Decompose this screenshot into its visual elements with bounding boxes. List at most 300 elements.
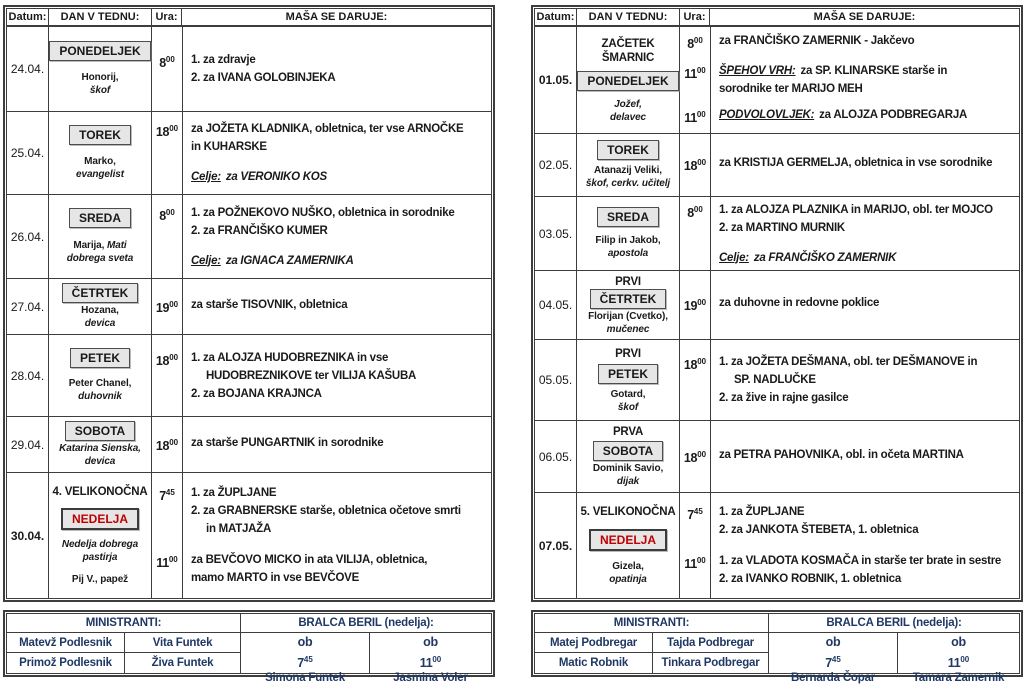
week-label xyxy=(602,37,655,65)
date-cell: 25.04. xyxy=(7,112,49,194)
entries-cell xyxy=(152,335,491,416)
mass-line xyxy=(719,249,1016,267)
day-line xyxy=(81,304,119,317)
text-run: za duhovne in redovne poklice xyxy=(719,297,880,310)
text-run: ŠPEHOV VRH: xyxy=(719,65,796,77)
day-name-box: NEDELJA xyxy=(61,508,139,530)
text-run: 5. VELIKONOČNA xyxy=(580,506,676,519)
text-run: Marija, xyxy=(73,239,108,251)
day-line xyxy=(581,505,676,519)
mass-time: $8^{00}$ xyxy=(159,55,175,71)
mass-intentions xyxy=(182,551,491,587)
day-cell xyxy=(49,279,152,334)
text-run: duhovnik xyxy=(78,391,122,403)
mass-time: $11^{00}$ xyxy=(684,66,706,82)
time-superscript: 45 xyxy=(303,655,313,664)
day-line xyxy=(69,390,132,403)
day-cell xyxy=(49,473,152,598)
schedule-row xyxy=(535,420,1019,492)
text-run: delavec xyxy=(610,111,646,123)
saint-name xyxy=(76,155,124,181)
mass-time: $11^{00}$ xyxy=(156,555,178,571)
text-run: ZAČETEK xyxy=(601,37,655,50)
text-run: mučenec xyxy=(606,323,650,335)
day-name-box: TOREK xyxy=(69,125,131,145)
mass-intentions xyxy=(710,62,1019,98)
saint-name xyxy=(69,377,132,403)
ministrant-name: Matevž Podlesnik xyxy=(7,633,125,653)
date-cell: 02.05. xyxy=(535,134,577,196)
text-run: 2. za IVANKO ROBNIK, 1. obletnica xyxy=(719,573,901,585)
mass-intentions xyxy=(710,552,1019,588)
mass-time: $18^{00}$ xyxy=(683,449,707,466)
entries-cell xyxy=(152,473,491,598)
mass-line xyxy=(191,367,488,385)
reader-slot xyxy=(898,633,1019,685)
reader-name: Tamara Zamernik xyxy=(912,672,1005,685)
time-superscript: 00 xyxy=(697,449,707,459)
day-name-box: PONEDELJEK xyxy=(577,71,678,91)
day-cell xyxy=(577,493,680,598)
time-superscript: 00 xyxy=(696,556,706,565)
day-line xyxy=(69,377,132,390)
day-cell xyxy=(49,335,152,416)
text-run: 2. za žive in rajne gasilce xyxy=(719,392,849,404)
mass-line xyxy=(191,551,488,569)
mass-time: $18^{00}$ xyxy=(155,437,179,454)
text-run: PRVI xyxy=(615,347,641,360)
saint-name xyxy=(609,560,647,586)
reader-time: ob $11^{00}$ xyxy=(419,635,442,671)
entries-cell xyxy=(680,197,1019,270)
reader-name: Jasmina Voler xyxy=(393,672,468,685)
text-run: za VERONIKO KOS xyxy=(225,171,327,183)
day-cell xyxy=(49,112,152,194)
day-line xyxy=(602,37,655,51)
text-run: škof xyxy=(89,85,111,97)
ministranti-title: MINISTRANTI: xyxy=(535,614,769,633)
day-line xyxy=(609,573,647,586)
mass-line xyxy=(191,138,488,156)
text-run: HUDOBREZNIKOVE ter VILIJA KAŠUBA xyxy=(206,369,417,382)
mass-line xyxy=(719,62,1016,80)
mass-entry xyxy=(152,434,491,455)
text-run: Pij V., papež xyxy=(71,574,129,586)
text-run: dijak xyxy=(616,475,640,487)
ministrant-name: Tinkara Podbregar xyxy=(653,653,769,673)
text-run: sorodnike ter MARIJO MEH xyxy=(719,83,863,95)
text-run: devica xyxy=(84,456,116,467)
mass-line xyxy=(719,552,1016,570)
text-run: dobrega sveta xyxy=(66,252,134,264)
day-cell xyxy=(577,340,680,420)
schedule-row xyxy=(535,133,1019,196)
mass-entry xyxy=(152,51,491,87)
mass-line xyxy=(191,502,488,520)
entries-cell xyxy=(680,271,1019,339)
time-superscript: 00 xyxy=(169,124,179,133)
mass-line xyxy=(191,484,488,502)
day-name-box: SREDA xyxy=(69,208,131,228)
text-run: opatinja xyxy=(609,573,647,585)
reader-slot xyxy=(769,633,898,685)
week-label xyxy=(615,347,641,361)
day-name-box: NEDELJA xyxy=(589,529,667,551)
date-cell: 29.04. xyxy=(7,417,49,472)
entries-cell xyxy=(152,417,491,472)
day-cell xyxy=(577,27,680,133)
servers-readers-table xyxy=(3,610,495,685)
day-line xyxy=(593,475,663,488)
mass-entry xyxy=(680,446,1019,467)
time-superscript: 00 xyxy=(697,298,707,308)
text-run: Florijan (Cvetko), xyxy=(588,310,668,322)
text-run: devica xyxy=(84,318,116,329)
text-run: Peter Chanel, xyxy=(68,378,132,390)
day-cell xyxy=(577,134,680,196)
text-run: za starše PUNGARTNIK in sorodnike xyxy=(191,436,384,449)
mass-time: $19^{00}$ xyxy=(683,298,707,314)
text-run: 2. za FRANČIŠKO KUMER xyxy=(191,224,328,237)
day-line xyxy=(609,560,647,573)
text-run: Katarina Sienska, xyxy=(59,443,141,454)
mass-entry xyxy=(680,353,1019,407)
mass-intentions xyxy=(182,349,491,403)
time-superscript: 00 xyxy=(693,36,703,46)
day-line xyxy=(610,111,646,124)
time-superscript: 45 xyxy=(165,487,175,497)
text-run: PODVOLOVLJEK: xyxy=(719,109,815,122)
day-line xyxy=(611,388,646,401)
day-line xyxy=(62,538,138,551)
text-run: Dominik Savio, xyxy=(592,462,664,474)
ministrant-name: Tajda Podbregar xyxy=(653,633,769,653)
text-run: 2. za IVANA GOLOBINJEKA xyxy=(191,72,336,84)
text-run: PRVA xyxy=(612,426,644,439)
time-superscript: 00 xyxy=(432,655,442,664)
mass-line xyxy=(719,353,1016,371)
saint-name xyxy=(586,164,670,190)
text-run: 1. za ŽUPLJANE xyxy=(191,486,277,499)
date-cell: 01.05. xyxy=(535,27,577,133)
date-cell: 30.04. xyxy=(7,473,49,598)
reader-name: Simona Funtek xyxy=(265,672,345,685)
text-run: 2. za JANKOTA ŠTEBETA, 1. obletnica xyxy=(719,524,919,536)
mass-line xyxy=(191,69,488,87)
saint-name xyxy=(82,71,119,97)
entries-cell xyxy=(152,195,491,278)
mass-time: $8^{00}$ xyxy=(687,36,703,52)
saint-name xyxy=(611,388,646,414)
text-run: 1. za JOŽETA DEŠMANA, obl. ter DEŠMANOVE in xyxy=(719,356,978,368)
mass-time: $11^{00}$ xyxy=(684,110,706,126)
mass-entry xyxy=(680,154,1019,175)
day-line xyxy=(586,164,670,177)
mass-time: $8^{00}$ xyxy=(687,204,703,220)
schedule-row xyxy=(7,194,491,278)
text-run: Honorij, xyxy=(81,72,119,84)
day-line xyxy=(586,177,670,190)
mass-line xyxy=(719,503,1016,521)
day-line xyxy=(67,239,134,252)
mass-line xyxy=(719,106,1016,124)
week-label xyxy=(613,425,643,439)
mass-line xyxy=(719,294,1016,312)
mass-entry xyxy=(680,201,1019,267)
date-cell: 06.05. xyxy=(535,421,577,492)
text-run: Jožef, xyxy=(614,98,642,110)
saint-name xyxy=(59,442,141,468)
entries-cell xyxy=(680,27,1019,133)
text-run: za PETRA PAHOVNIKA, obl. in očeta MARTINA xyxy=(719,448,964,461)
mass-schedule-table xyxy=(3,5,495,602)
header-time: Ura: xyxy=(680,9,710,25)
mass-line xyxy=(191,296,488,314)
ministrant-name: Vita Funtek xyxy=(125,633,241,653)
text-run: PRVI xyxy=(615,275,641,288)
mass-intentions xyxy=(710,201,1019,267)
schedule-row xyxy=(7,111,491,194)
time-superscript: 00 xyxy=(697,158,707,168)
saint-name xyxy=(595,234,660,260)
day-line xyxy=(602,51,655,65)
header-datum: Datum: xyxy=(7,9,49,25)
text-run: Celje: xyxy=(191,171,221,183)
day-cell xyxy=(49,417,152,472)
text-run: 1. za ALOJZA HUDOBREZNIKA in vse xyxy=(191,351,389,364)
entries-cell xyxy=(152,279,491,334)
text-run: in KUHARSKE xyxy=(191,141,267,153)
saint-name xyxy=(67,239,134,265)
day-line xyxy=(76,168,124,181)
saint-name xyxy=(610,98,646,124)
mass-time: $19^{00}$ xyxy=(155,299,179,316)
schedule-row xyxy=(535,196,1019,270)
mass-intentions xyxy=(182,434,491,452)
servers-readers-table xyxy=(531,610,1023,685)
reader-time: ob $7^{45}$ xyxy=(825,635,841,671)
schedule-row xyxy=(535,27,1019,133)
mass-line xyxy=(719,219,1016,237)
schedule-row xyxy=(7,27,491,111)
text-run: Mati xyxy=(107,239,127,251)
reader-slot xyxy=(241,633,370,685)
time-superscript: 00 xyxy=(696,110,706,120)
text-run: Celje: xyxy=(191,254,221,267)
text-run: za FRANČIŠKO ZAMERNIK - Jakčevo xyxy=(719,35,915,48)
header-intentions: MAŠA SE DARUJE: xyxy=(813,11,916,23)
time-superscript: 00 xyxy=(960,655,970,664)
saint-name xyxy=(588,310,668,336)
mass-time: $8^{00}$ xyxy=(159,207,175,223)
text-run: Marko, xyxy=(84,156,116,167)
text-run: mamo MARTO in vse BEVČOVE xyxy=(191,572,359,585)
ministranti-title: MINISTRANTI: xyxy=(7,614,241,633)
day-name-box: ČETRTEK xyxy=(590,289,667,309)
text-run: 4. VELIKONOČNA xyxy=(52,485,148,498)
day-line xyxy=(82,71,119,84)
reader-time: ob $11^{00}$ xyxy=(947,635,970,671)
schedule-panel-left xyxy=(3,5,495,685)
mass-line xyxy=(191,204,488,222)
day-cell xyxy=(49,195,152,278)
mass-line xyxy=(719,446,1016,464)
mass-line xyxy=(191,385,488,403)
day-name-box: SOBOTA xyxy=(65,421,135,441)
mass-line xyxy=(191,222,488,240)
text-run: ŠMARNIC xyxy=(601,51,655,64)
week-label xyxy=(615,275,641,289)
entries-cell xyxy=(680,421,1019,492)
schedule-row xyxy=(7,334,491,416)
mass-schedule-table xyxy=(531,5,1023,602)
time-superscript: 45 xyxy=(693,507,703,516)
day-line xyxy=(82,84,119,97)
day-line xyxy=(76,155,124,168)
day-name-box: PETEK xyxy=(70,348,130,368)
header-intentions: MAŠA SE DARUJE: xyxy=(285,11,388,23)
header-day: DAN V TEDNU: xyxy=(49,9,152,25)
text-run: škof xyxy=(617,401,639,413)
reader-slot xyxy=(370,633,491,685)
mass-intentions xyxy=(710,294,1019,312)
mass-line xyxy=(191,520,488,538)
time-superscript: 00 xyxy=(169,437,179,447)
mass-time: $11^{00}$ xyxy=(684,556,706,572)
mass-intentions xyxy=(710,32,1019,50)
ministrant-name: Matic Robnik xyxy=(535,653,653,673)
header-time: Ura: xyxy=(152,9,182,25)
text-run: 2. za GRABNERSKE starše, obletnica očetove smrti xyxy=(191,504,461,517)
mass-line xyxy=(719,570,1016,588)
bralca-title: BRALCA BERIL (nedelja): xyxy=(241,614,491,633)
schedule-row xyxy=(535,492,1019,598)
mass-time: $7^{45}$ xyxy=(159,487,175,503)
mass-intentions xyxy=(710,353,1019,407)
day-line xyxy=(72,573,128,586)
day-cell xyxy=(49,27,152,111)
text-run: 2. za MARTINO MURNIK xyxy=(719,221,845,234)
mass-entry xyxy=(680,106,1019,127)
time-superscript: 00 xyxy=(693,204,703,214)
mass-time: $18^{00}$ xyxy=(683,357,707,373)
mass-line xyxy=(719,201,1016,219)
mass-line xyxy=(719,80,1016,98)
day-line xyxy=(595,234,660,247)
saint-name xyxy=(72,573,128,586)
mass-intentions xyxy=(182,204,491,270)
text-run: 2. za BOJANA KRAJNCA xyxy=(191,387,322,400)
text-run: za IGNACA ZAMERNIKA xyxy=(225,254,354,267)
mass-time: $7^{45}$ xyxy=(687,507,703,523)
header-day: DAN V TEDNU: xyxy=(577,9,680,25)
schedule-row xyxy=(535,339,1019,420)
date-cell: 04.05. xyxy=(535,271,577,339)
text-run: evangelist xyxy=(76,169,124,180)
schedule-row xyxy=(535,270,1019,339)
mass-line xyxy=(191,434,488,452)
day-line xyxy=(81,317,119,330)
time-superscript: 00 xyxy=(168,555,178,565)
text-run: za SP. KLINARSKE starše in xyxy=(800,65,948,77)
schedule-panel-right xyxy=(531,5,1023,685)
day-line xyxy=(610,98,646,111)
day-name-box: PETEK xyxy=(598,364,658,384)
mass-intentions xyxy=(710,154,1019,172)
mass-line xyxy=(191,51,488,69)
mass-entry xyxy=(680,503,1019,539)
mass-time: $18^{00}$ xyxy=(155,124,179,140)
mass-line xyxy=(191,349,488,367)
day-cell xyxy=(577,421,680,492)
mass-intentions xyxy=(182,51,491,87)
date-cell: 03.05. xyxy=(535,197,577,270)
day-line xyxy=(595,247,660,260)
entries-cell xyxy=(152,27,491,111)
mass-time: $18^{00}$ xyxy=(155,352,179,368)
text-run: 1. za ŽUPLJANE xyxy=(719,506,805,518)
date-cell: 26.04. xyxy=(7,195,49,278)
text-run: za FRANČIŠKO ZAMERNIK xyxy=(753,251,897,264)
mass-line xyxy=(719,521,1016,539)
text-run: 1. za POŽNEKOVO NUŠKO, obletnica in sorodnike xyxy=(191,206,455,219)
saint-name xyxy=(81,304,119,330)
mass-entry xyxy=(152,204,491,270)
text-run: Filip in Jakob, xyxy=(595,235,661,246)
date-cell: 27.04. xyxy=(7,279,49,334)
time-superscript: 00 xyxy=(169,352,179,362)
mass-intentions xyxy=(710,106,1019,124)
day-name-box: ČETRTEK xyxy=(62,283,139,303)
mass-entry xyxy=(680,552,1019,588)
mass-entry xyxy=(152,551,491,587)
day-line xyxy=(59,455,141,468)
date-cell: 24.04. xyxy=(7,27,49,111)
text-run: za JOŽETA KLADNIKA, obletnica, ter vse ARNOČKE xyxy=(191,123,464,135)
text-run: Celje: xyxy=(719,251,749,264)
ministrant-name: Primož Podlesnik xyxy=(7,653,125,673)
mass-intentions xyxy=(182,120,491,186)
text-run: SP. NADLUČKE xyxy=(734,374,816,386)
table-header-row xyxy=(7,9,491,27)
mass-entry xyxy=(680,62,1019,98)
day-line xyxy=(53,485,148,499)
text-run: škof, cerkv. učitelj xyxy=(585,177,671,189)
day-cell xyxy=(577,271,680,339)
text-run: pastirja xyxy=(82,552,118,564)
saint-name xyxy=(62,538,138,564)
text-run: Nedelja dobrega xyxy=(61,539,139,551)
day-line xyxy=(62,551,138,564)
entries-cell xyxy=(680,493,1019,598)
entries-cell xyxy=(152,112,491,194)
time-superscript: 00 xyxy=(165,207,175,217)
mass-intentions xyxy=(710,446,1019,464)
text-run: Hozana, xyxy=(81,305,119,316)
day-name-box: SOBOTA xyxy=(593,441,663,461)
day-cell xyxy=(577,197,680,270)
day-line xyxy=(611,401,646,414)
mass-entry xyxy=(680,32,1019,53)
entries-cell xyxy=(680,134,1019,196)
time-superscript: 00 xyxy=(696,66,706,75)
mass-entry xyxy=(680,294,1019,315)
day-line xyxy=(59,442,141,455)
mass-line xyxy=(191,120,488,138)
mass-time: $18^{00}$ xyxy=(683,158,707,174)
mass-line xyxy=(191,252,488,270)
saint-name xyxy=(593,462,663,488)
